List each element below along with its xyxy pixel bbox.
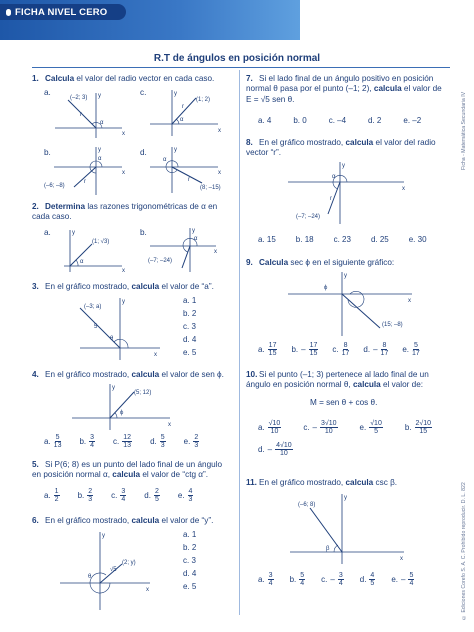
option[interactable]: c. 23 (333, 235, 351, 244)
option[interactable]: d. 2 (368, 116, 382, 125)
svg-text:α: α (180, 117, 184, 123)
q11-options (258, 572, 414, 588)
option[interactable]: e. 5 (183, 582, 197, 591)
q6-graph (40, 528, 160, 614)
option[interactable]: d. $\frac{2}{5}$ (144, 488, 159, 504)
option[interactable]: c. –4 (328, 116, 347, 125)
q2-a-label: a. (44, 228, 51, 237)
option[interactable]: c. 3 (183, 556, 196, 565)
svg-text:x: x (122, 170, 125, 176)
svg-text:(–3; a): (–3; a) (84, 304, 102, 310)
svg-text:r: r (188, 177, 190, 183)
question-8: 8. En el gráfico mostrado, calcula el valor del radio vector “r”. (246, 138, 436, 158)
option[interactable]: d. $\frac{4}{5}$ (359, 572, 375, 588)
option[interactable]: a. 4 (258, 116, 272, 125)
page-title: R.T de ángulos en posición normal (153, 53, 321, 64)
option[interactable]: e. 30 (408, 235, 427, 244)
svg-text:y: y (122, 299, 125, 305)
svg-text:x: x (408, 298, 411, 304)
svg-text:y: y (344, 273, 347, 279)
svg-text:x: x (214, 249, 217, 255)
option[interactable]: c. – $\frac{3}{4}$ (321, 572, 343, 588)
svg-text:x: x (122, 268, 125, 274)
q2-a-graph (56, 226, 126, 274)
title-divider (32, 67, 450, 68)
svg-text:α: α (80, 259, 84, 265)
question-text: el valor del radio vector en cada caso. (74, 74, 215, 83)
svg-text:(8; –15): (8; –15) (200, 185, 221, 191)
q1-c-label: c. (140, 88, 147, 97)
option[interactable]: c. – $\frac{3√10}{10}$ (303, 420, 337, 436)
header-badge-label: FICHA NIVEL CERO (15, 7, 108, 18)
svg-text:y: y (98, 93, 101, 99)
option[interactable]: c. $\frac{12}{13}$ (113, 434, 132, 450)
q1-b-graph (44, 145, 130, 200)
option[interactable]: d. 25 (370, 235, 389, 244)
svg-text:α: α (98, 156, 102, 162)
svg-text:x: x (122, 131, 125, 137)
q1-b-label: b. (44, 148, 51, 157)
option[interactable]: c. 3 (183, 322, 196, 331)
question-2: 2. Determina las razones trigonométricas de α en cada caso. (32, 202, 218, 222)
svg-text:α: α (194, 236, 198, 242)
q9-graph (280, 270, 420, 340)
svg-text:x: x (218, 170, 221, 176)
option[interactable]: a. 1 (183, 296, 197, 305)
option[interactable]: e. $\frac{4}{3}$ (177, 488, 193, 504)
q1-c-graph (146, 88, 226, 143)
option[interactable]: e. $\frac{2}{3}$ (183, 434, 199, 450)
svg-text:(–7; –24): (–7; –24) (148, 258, 173, 264)
option[interactable]: b. $\frac{5}{4}$ (289, 572, 305, 588)
question-number: 1. (32, 74, 39, 83)
svg-text:y: y (112, 385, 115, 391)
svg-text:(2; y): (2; y) (122, 560, 136, 566)
option[interactable]: d. 4 (183, 335, 197, 344)
option[interactable]: a. $\frac{√10}{10}$ (258, 420, 281, 436)
q1-d-graph (146, 145, 226, 200)
option[interactable]: a. 15 (258, 235, 276, 244)
option[interactable]: d. – $\frac{8}{17}$ (363, 342, 389, 358)
badge-bullet-icon (6, 9, 11, 16)
option[interactable]: e. – $\frac{5}{4}$ (391, 572, 414, 588)
svg-text:r: r (84, 179, 86, 185)
q1-a-graph (50, 88, 130, 143)
question-11: 11. En el gráfico mostrado, calcula csc β. (246, 478, 398, 487)
option[interactable]: a. $\frac{3}{4}$ (258, 572, 273, 588)
svg-text:x: x (218, 128, 221, 134)
svg-text:α: α (332, 174, 336, 180)
option[interactable]: e. $\frac{5}{17}$ (402, 342, 420, 358)
svg-text:α: α (163, 157, 167, 163)
q11-graph (280, 492, 410, 566)
option[interactable]: e. –2 (403, 116, 422, 125)
q10-formula: M = sen θ + cos θ. (310, 398, 378, 407)
option[interactable]: b. 2 (183, 543, 197, 552)
q3-graph (50, 296, 170, 364)
svg-text:r: r (330, 196, 332, 202)
q1-a-label: a. (44, 88, 51, 97)
svg-text:y: y (342, 163, 345, 169)
option[interactable]: b. 2 (183, 309, 197, 318)
question-verb: Calcula (45, 74, 75, 83)
svg-text:ϕ: ϕ (120, 410, 124, 416)
question-4: 4. En el gráfico mostrado, calcula el valor de sen ϕ. (32, 370, 224, 379)
svg-text:β: β (326, 546, 330, 552)
svg-text:(–7; –24): (–7; –24) (296, 214, 321, 220)
svg-text:θ: θ (88, 574, 92, 580)
question-5: 5. Si P(6; 8) es un punto del lado final de un ángulo en posición normal α, calcula el valor de “ctg α”. (32, 460, 223, 480)
svg-text:(–6; –8): (–6; –8) (44, 183, 65, 189)
svg-text:ϕ: ϕ (324, 285, 328, 291)
option[interactable]: b. 0 (293, 116, 307, 125)
question-6: 6. En el gráfico mostrado, calcula el valor de “y”. (32, 516, 214, 525)
q1-d-label: d. (140, 148, 147, 157)
option[interactable]: b. $\frac{2√10}{15}$ (404, 420, 432, 436)
svg-text:(15; –8): (15; –8) (382, 322, 403, 328)
q2-b-graph (146, 226, 220, 274)
q6-options (183, 530, 196, 595)
svg-text:(1; 2): (1; 2) (196, 97, 211, 103)
svg-text:(5; 12): (5; 12) (134, 390, 152, 396)
svg-text:x: x (402, 186, 405, 192)
column-divider (239, 70, 240, 615)
option[interactable]: b. $\frac{3}{4}$ (79, 434, 95, 450)
svg-text:θ: θ (110, 336, 114, 342)
svg-text:x: x (400, 556, 403, 562)
svg-text:y: y (174, 91, 177, 97)
q2-b-label: b. (140, 228, 147, 237)
svg-text:y: y (102, 533, 105, 539)
q4-options (44, 434, 199, 450)
q8-graph (280, 160, 410, 226)
svg-text:y: y (192, 228, 195, 234)
svg-text:x: x (154, 352, 157, 358)
q3-options (183, 296, 196, 361)
question-9: 9. Calcula sec ϕ en el siguiente gráfico: (246, 258, 395, 267)
q9-options (258, 342, 420, 358)
option[interactable]: c. $\frac{8}{17}$ (332, 342, 350, 358)
side-caption-top: Ficha - Matemática Secundaria IV (461, 91, 467, 170)
svg-text:x: x (146, 587, 149, 593)
svg-text:y: y (72, 230, 75, 236)
option[interactable]: b. $\frac{2}{3}$ (77, 488, 93, 504)
q5-options (44, 488, 193, 504)
q1-a-point: (–2; 3) (70, 95, 88, 101)
svg-text:r: r (80, 112, 82, 118)
option[interactable]: e. 5 (183, 348, 197, 357)
svg-text:y: y (98, 147, 101, 153)
question-10: 10. Si el punto (–1; 3) pertenece al lado final de un ángulo en posición normal θ, calcula el valor de: (246, 370, 429, 390)
svg-text:α: α (100, 120, 104, 126)
q4-graph (70, 382, 180, 432)
svg-text:(1; √3): (1; √3) (92, 239, 110, 245)
option[interactable]: d. – $\frac{4√10}{10}$ (258, 441, 292, 458)
q8-options (258, 235, 427, 245)
q7-options (258, 116, 421, 126)
option[interactable]: a. 1 (183, 530, 197, 539)
option[interactable]: d. $\frac{5}{3}$ (150, 434, 165, 450)
svg-text:√5: √5 (110, 567, 117, 573)
q10-options (258, 420, 448, 457)
option[interactable]: b. – $\frac{17}{15}$ (291, 342, 318, 358)
option[interactable]: a. $\frac{17}{15}$ (258, 342, 277, 358)
side-caption-bottom: © Ediciones Corefo S. A. C. Prohibido reproducir. D. L. 822 (461, 482, 467, 620)
option[interactable]: d. 4 (183, 569, 197, 578)
svg-text:5: 5 (94, 324, 98, 330)
question-1 (32, 74, 232, 84)
option[interactable]: e. $\frac{√10}{5}$ (359, 420, 382, 436)
option[interactable]: c. $\frac{3}{4}$ (111, 488, 126, 504)
option[interactable]: a. $\frac{5}{13}$ (44, 434, 62, 450)
svg-text:x: x (168, 422, 171, 428)
question-7: 7. Si el lado final de un ángulo positivo en posición normal θ pasa por el punto (–1; 2), calcula el valor de E = √5 sen θ. (246, 74, 442, 104)
question-3: 3. En el gráfico mostrado, calcula el valor de “a”. (32, 282, 214, 291)
option[interactable]: b. 18 (295, 235, 314, 244)
svg-text:y: y (174, 147, 177, 153)
option[interactable]: a. $\frac{1}{2}$ (44, 488, 59, 504)
svg-text:r: r (182, 104, 184, 110)
svg-text:y: y (344, 495, 347, 501)
svg-text:(–6; 8): (–6; 8) (298, 502, 316, 508)
